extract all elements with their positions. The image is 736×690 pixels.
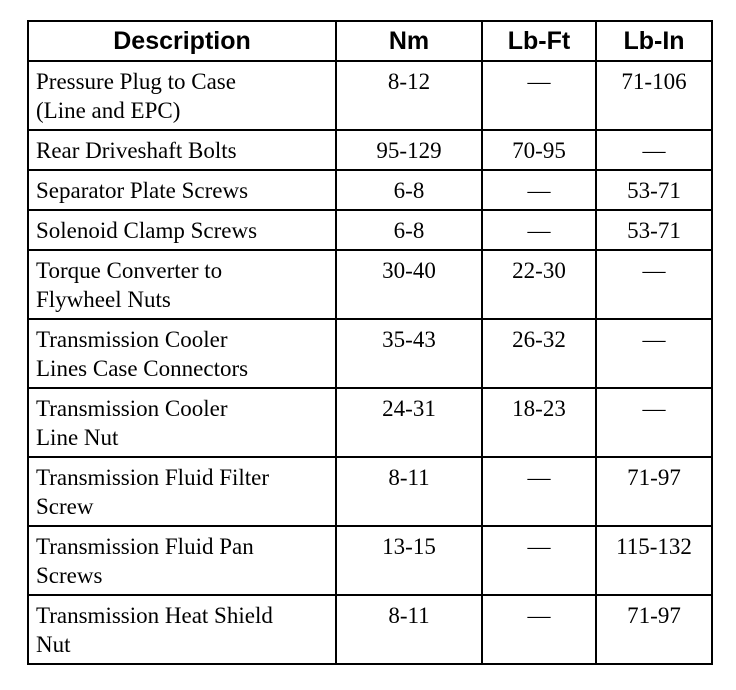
lb-ft-cell: 18-23 (482, 388, 596, 457)
description-line-1: Separator Plate Screws (36, 178, 249, 203)
column-header-description: Description (28, 21, 336, 61)
nm-cell: 13-15 (336, 526, 482, 595)
table-row (28, 130, 712, 170)
table-row (28, 210, 712, 250)
lb-ft-cell: — (482, 170, 596, 210)
description-line-2: Screw (36, 494, 94, 519)
description-cell (28, 130, 336, 170)
nm-cell: 8-11 (336, 457, 482, 526)
column-header-lb-in: Lb-In (596, 21, 712, 61)
lb-ft-cell: — (482, 457, 596, 526)
description-cell (28, 170, 336, 210)
description-cell (28, 457, 336, 526)
column-header-lb-ft: Lb-Ft (482, 21, 596, 61)
description-line-1: Transmission Fluid Pan (36, 534, 254, 559)
nm-cell: 35-43 (336, 319, 482, 388)
description-line-2: (Line and EPC) (36, 98, 181, 123)
lb-ft-cell: — (482, 61, 596, 130)
column-header-nm: Nm (336, 21, 482, 61)
lb-in-cell: 53-71 (596, 170, 712, 210)
torque-specifications-table (27, 20, 713, 665)
description-cell (28, 210, 336, 250)
table-row (28, 595, 712, 664)
lb-ft-cell: 22-30 (482, 250, 596, 319)
table-row (28, 388, 712, 457)
table-row (28, 170, 712, 210)
nm-cell: 95-129 (336, 130, 482, 170)
lb-in-cell: 71-97 (596, 595, 712, 664)
lb-in-cell: — (596, 250, 712, 319)
table-row (28, 319, 712, 388)
description-cell (28, 595, 336, 664)
nm-cell: 8-12 (336, 61, 482, 130)
description-cell (28, 61, 336, 130)
lb-in-cell: 71-106 (596, 61, 712, 130)
lb-in-cell: — (596, 319, 712, 388)
description-cell (28, 319, 336, 388)
description-line-1: Transmission Fluid Filter (36, 465, 270, 490)
lb-ft-cell: — (482, 210, 596, 250)
table-row (28, 526, 712, 595)
description-line-2: Flywheel Nuts (36, 287, 171, 312)
header-row (28, 21, 712, 61)
description-line-1: Transmission Heat Shield (36, 603, 273, 628)
description-cell (28, 526, 336, 595)
description-line-1: Solenoid Clamp Screws (36, 218, 258, 243)
nm-cell: 8-11 (336, 595, 482, 664)
description-line-1: Torque Converter to (36, 258, 223, 283)
lb-in-cell: 71-97 (596, 457, 712, 526)
description-line-2: Nut (36, 632, 71, 657)
description-cell (28, 250, 336, 319)
nm-cell: 6-8 (336, 210, 482, 250)
description-line-1: Transmission Cooler (36, 327, 228, 352)
lb-in-cell: 53-71 (596, 210, 712, 250)
lb-in-cell: 115-132 (596, 526, 712, 595)
table-row (28, 250, 712, 319)
lb-ft-cell: 70-95 (482, 130, 596, 170)
lb-ft-cell: — (482, 526, 596, 595)
description-line-1: Rear Driveshaft Bolts (36, 138, 237, 163)
description-line-1: Pressure Plug to Case (36, 69, 236, 94)
lb-in-cell: — (596, 388, 712, 457)
lb-ft-cell: — (482, 595, 596, 664)
description-line-2: Screws (36, 563, 103, 588)
lb-ft-cell: 26-32 (482, 319, 596, 388)
nm-cell: 30-40 (336, 250, 482, 319)
description-line-2: Line Nut (36, 425, 119, 450)
nm-cell: 6-8 (336, 170, 482, 210)
description-line-2: Lines Case Connectors (36, 356, 249, 381)
table-row (28, 457, 712, 526)
nm-cell: 24-31 (336, 388, 482, 457)
description-cell (28, 388, 336, 457)
description-line-1: Transmission Cooler (36, 396, 228, 421)
table-row (28, 61, 712, 130)
lb-in-cell: — (596, 130, 712, 170)
